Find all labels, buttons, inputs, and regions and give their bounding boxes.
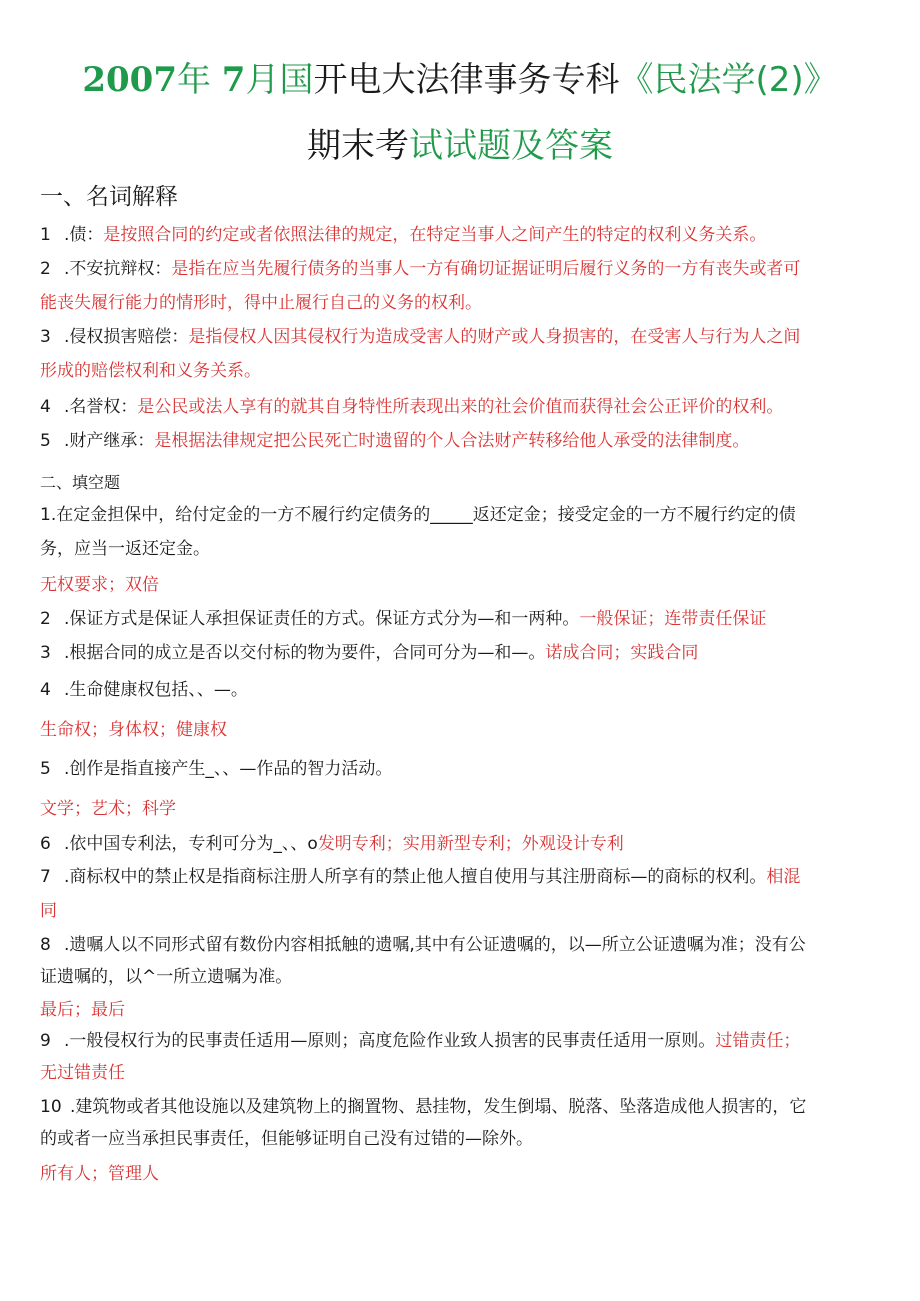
item-number: 2: [40, 259, 51, 279]
question-9: [40, 1024, 800, 1058]
item-answer: 是按照合同的约定或者依照法律的规定，在特定当事人之间产生的特定的权利义务关系。: [103, 225, 767, 245]
question-text: .依中国专利法，专利可分为_、、o: [64, 834, 318, 854]
item-term: .不安抗辩权：: [64, 259, 172, 279]
answer-10: 所有人；管理人: [40, 1164, 159, 1184]
item-term: .侵权损害赔偿：: [64, 327, 189, 347]
subtitle-part2: 试试题: [409, 126, 511, 166]
item-number: 1: [40, 225, 51, 245]
question-text: .生命健康权包括、、—。: [64, 680, 248, 700]
definition-item-5: [40, 424, 749, 458]
title-month-suffix: 月国: [245, 60, 314, 100]
question-6: [40, 827, 624, 861]
item-number: 7: [40, 867, 51, 887]
item-number: 3: [40, 643, 51, 663]
item-answer: 是根据法律规定把公民死亡时遗留的个人合法财产转移给他人承受的法律制度。: [154, 431, 750, 451]
item-answer: 是指在应当先履行债务的当事人一方有确切证据证明后履行义务的一方有丧失或者可: [171, 259, 801, 279]
item-answer: 是公民或法人享有的就其自身特性所表现出来的社会价值而获得社会公正评价的权利。: [137, 397, 784, 417]
item-term: .名誉权：: [64, 397, 138, 417]
definition-item-2-cont: 能丧失履行能力的情形时，得中止履行自己的义务的权利。: [40, 293, 482, 313]
question-text: .根据合同的成立是否以交付标的物为要件，合同可分为—和—。: [64, 643, 546, 663]
answer-text: 过错责任；: [715, 1031, 801, 1051]
item-term: .债：: [64, 225, 104, 245]
question-5: [40, 752, 392, 786]
answer-text: 诺成合同；实践合同: [545, 643, 699, 663]
question-text: .建筑物或者其他设施以及建筑物上的搁置物、悬挂物，发生倒塌、脱落、坠落造成他人损害的，它: [70, 1097, 807, 1117]
section-heading-definitions: 一、名词解释: [40, 184, 178, 210]
question-7: [40, 860, 800, 894]
definition-item-1: [40, 218, 766, 252]
title-year: 2007: [82, 60, 177, 100]
question-8: [40, 928, 806, 962]
definition-item-3-cont: 形成的赔偿权利和义务关系。: [40, 361, 261, 381]
question-text: .一般侵权行为的民事责任适用—原则；高度危险作业致人损害的民事责任适用一原则。: [64, 1031, 716, 1051]
question-8-cont: 证遗嘱的，以^一所立遗嘱为准。: [40, 967, 293, 987]
answer-5: 文学；艺术；科学: [40, 799, 176, 819]
item-number: 4: [40, 680, 51, 700]
question-1-cont: 务，应当一返还定金。: [40, 539, 210, 559]
item-number: 6: [40, 834, 51, 854]
subtitle-part3: 及答案: [511, 126, 613, 166]
question-text: .创作是指直接产生_、、—作品的智力活动。: [64, 759, 393, 779]
question-text: .遗嘱人以不同形式留有数份内容相抵触的遗嘱,其中有公证遗嘱的，以—所立公证遗嘱为准；没有公: [64, 935, 806, 955]
definition-item-2: [40, 252, 800, 286]
definition-item-4: [40, 390, 783, 424]
question-10: [40, 1090, 806, 1124]
page-title: [0, 52, 920, 101]
item-number: 2: [40, 609, 51, 629]
title-year-suffix: 年: [176, 60, 211, 100]
item-number: 3: [40, 327, 51, 347]
title-course: 《民法学(2)》: [619, 60, 838, 100]
page-subtitle: [0, 118, 920, 167]
item-term: .财产继承：: [64, 431, 155, 451]
question-text: .商标权中的禁止权是指商标注册人所享有的禁止他人擅自使用与其注册商标—的商标的权利。: [64, 867, 767, 887]
answer-7-cont: 同: [40, 901, 57, 921]
section-heading-fill-in: 二、填空题: [40, 473, 121, 492]
definition-item-3: [40, 320, 800, 354]
subtitle-part1: 期末考: [307, 126, 409, 166]
answer-8: 最后；最后: [40, 1000, 125, 1020]
question-1: 1.在定金担保中，给付定金的一方不履行约定债务的_____返还定金；接受定金的一方不履行约定的债: [40, 505, 796, 525]
item-number: 9: [40, 1031, 51, 1051]
item-number: 5: [40, 759, 51, 779]
item-answer: 是指侵权人因其侵权行为造成受害人的财产或人身损害的，在受害人与行为人之间: [188, 327, 801, 347]
question-4: [40, 673, 248, 707]
answer-text: 一般保证；连带责任保证: [579, 609, 767, 629]
answer-9-cont: 无过错责任: [40, 1063, 125, 1083]
question-3: [40, 636, 698, 670]
answer-1: 无权要求；双倍: [40, 575, 159, 595]
item-number: 4: [40, 397, 51, 417]
question-text: .保证方式是保证人承担保证责任的方式。保证方式分为—和一两种。: [64, 609, 580, 629]
question-2: [40, 602, 766, 636]
title-month: 7: [221, 60, 246, 100]
item-number: 10: [40, 1097, 62, 1117]
item-number: 8: [40, 935, 51, 955]
item-number: 5: [40, 431, 51, 451]
question-10-cont: 的或者一应当承担民事责任，但能够证明自己没有过错的—除外。: [40, 1129, 533, 1149]
answer-text: 相混: [766, 867, 801, 887]
answer-4: 生命权；身体权；健康权: [40, 720, 227, 740]
answer-text: 发明专利；实用新型专利；外观设计专利: [317, 834, 624, 854]
title-middle: 开电大法律事务专科: [313, 60, 620, 100]
